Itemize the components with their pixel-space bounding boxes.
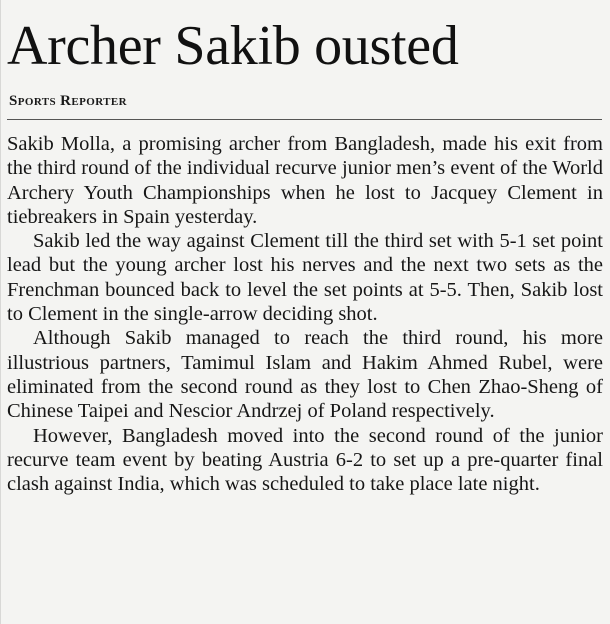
paragraph-4: However, Bangladesh moved into the second round of the junior recurve team event by beating Austria 6-2 to set up a pre-quarter final clash against India, which was scheduled to take place late night. <box>7 424 603 496</box>
paragraph-1: Sakib Molla, a promising archer from Bangladesh, made his exit from the third round of the individual recurve junior men’s event of the World Archery Youth Championships when he lost to Jacquey Clement in tiebreakers in Spain yesterday. <box>7 133 603 228</box>
paragraph-2: Sakib led the way against Clement till the third set with 5-1 set point lead but the young archer lost his nerves and the next two sets as the Frenchman bounced back to level the set points at 5-5. Then, Sakib lost to Clement in the single-arrow deciding shot. <box>7 230 603 326</box>
byline: Sports Reporter <box>9 93 127 109</box>
headline: Archer Sakib ousted <box>7 15 459 77</box>
article-body <box>7 132 603 496</box>
paragraph-3: Although Sakib managed to reach the third round, his more illustrious partners, Tamimul Islam and Hakim Ahmed Rubel, were eliminated from the second round as they lost to Chen Zhao-Sheng of Chinese Taipei and Nescior Andrzej of Poland respectively. <box>7 327 603 423</box>
byline-divider <box>7 119 602 120</box>
